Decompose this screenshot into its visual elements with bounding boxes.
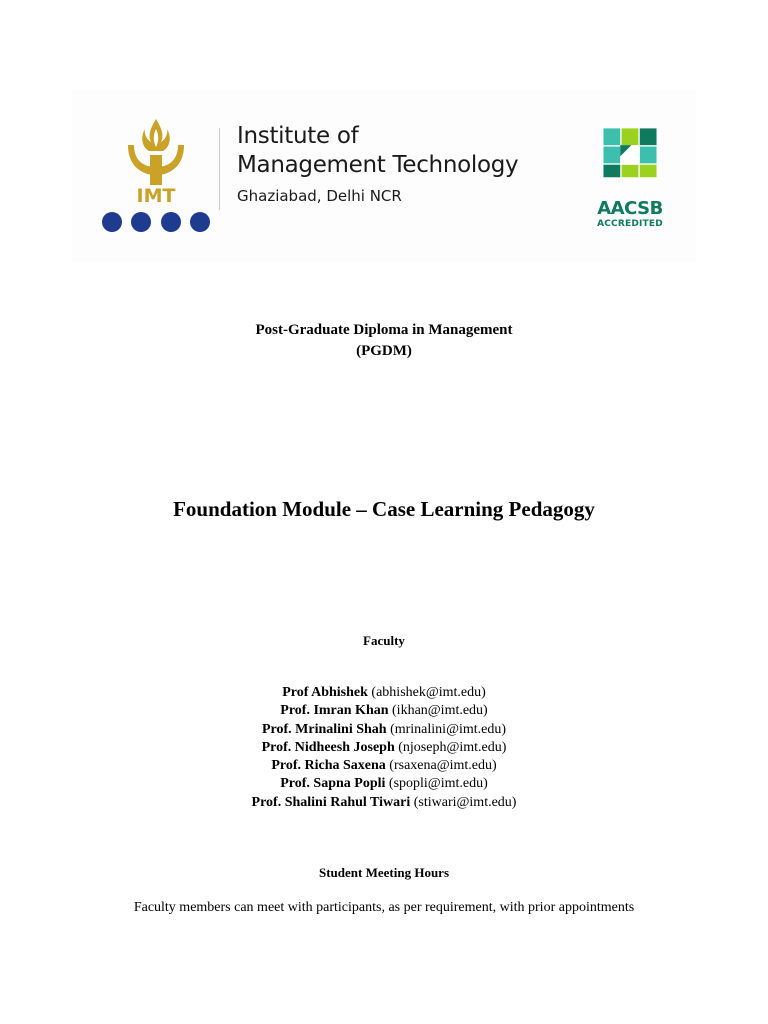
institute-name-line1: Institute of [237,123,359,149]
faculty-member [0,757,768,775]
faculty-name: Prof. Nidheesh Joseph [261,739,395,755]
faculty-email: (spopli@imt.edu) [388,776,488,792]
faculty-name: Prof. Mrinalini Shah [261,721,387,737]
faculty-email: (stiwari@imt.edu) [413,794,517,810]
faculty-member [0,775,768,793]
imt-emblem-text: IMT [136,185,176,207]
faculty-email: (abhishek@imt.edu) [371,685,486,700]
faculty-member [0,794,768,812]
faculty-heading: Faculty [363,633,405,648]
faculty-name: Prof Abhishek [282,685,368,700]
faculty-list [0,684,768,812]
imt-emblem-icon [98,115,214,235]
faculty-member [0,739,768,757]
institute-name-line2: Management Technology [237,152,519,178]
faculty-email: (rsaxena@imt.edu) [389,758,497,774]
faculty-member [0,684,768,702]
logo-divider [219,128,220,210]
aacsb-status: ACCREDITED [597,219,663,229]
faculty-name: Prof. Sapna Popli [280,776,386,792]
aacsb-wordmark [586,199,674,230]
faculty-member [0,702,768,720]
aacsb-logo-icon [590,127,670,201]
program-abbreviation: (PGDM) [356,343,412,359]
meeting-heading: Student Meeting Hours [319,865,449,880]
institute-location: Ghaziabad, Delhi NCR [237,187,402,205]
meeting-text: Faculty members can meet with participants, as per requirement, with prior appointments [133,900,635,915]
program-name: Post-Graduate Diploma in Management [255,322,513,338]
faculty-email: (ikhan@imt.edu) [392,703,488,719]
institute-name-block [237,122,518,207]
program-block [0,320,768,362]
faculty-name: Prof. Imran Khan [280,703,389,719]
aacsb-name: AACSB [597,198,663,219]
faculty-email: (mrinalini@imt.edu) [390,721,507,737]
faculty-member [0,721,768,739]
faculty-email: (njoseph@imt.edu) [398,739,507,755]
faculty-name: Prof. Richa Saxena [271,758,386,774]
module-title: Foundation Module – Case Learning Pedagogy [173,497,595,521]
faculty-name: Prof. Shalini Rahul Tiwari [251,794,411,810]
